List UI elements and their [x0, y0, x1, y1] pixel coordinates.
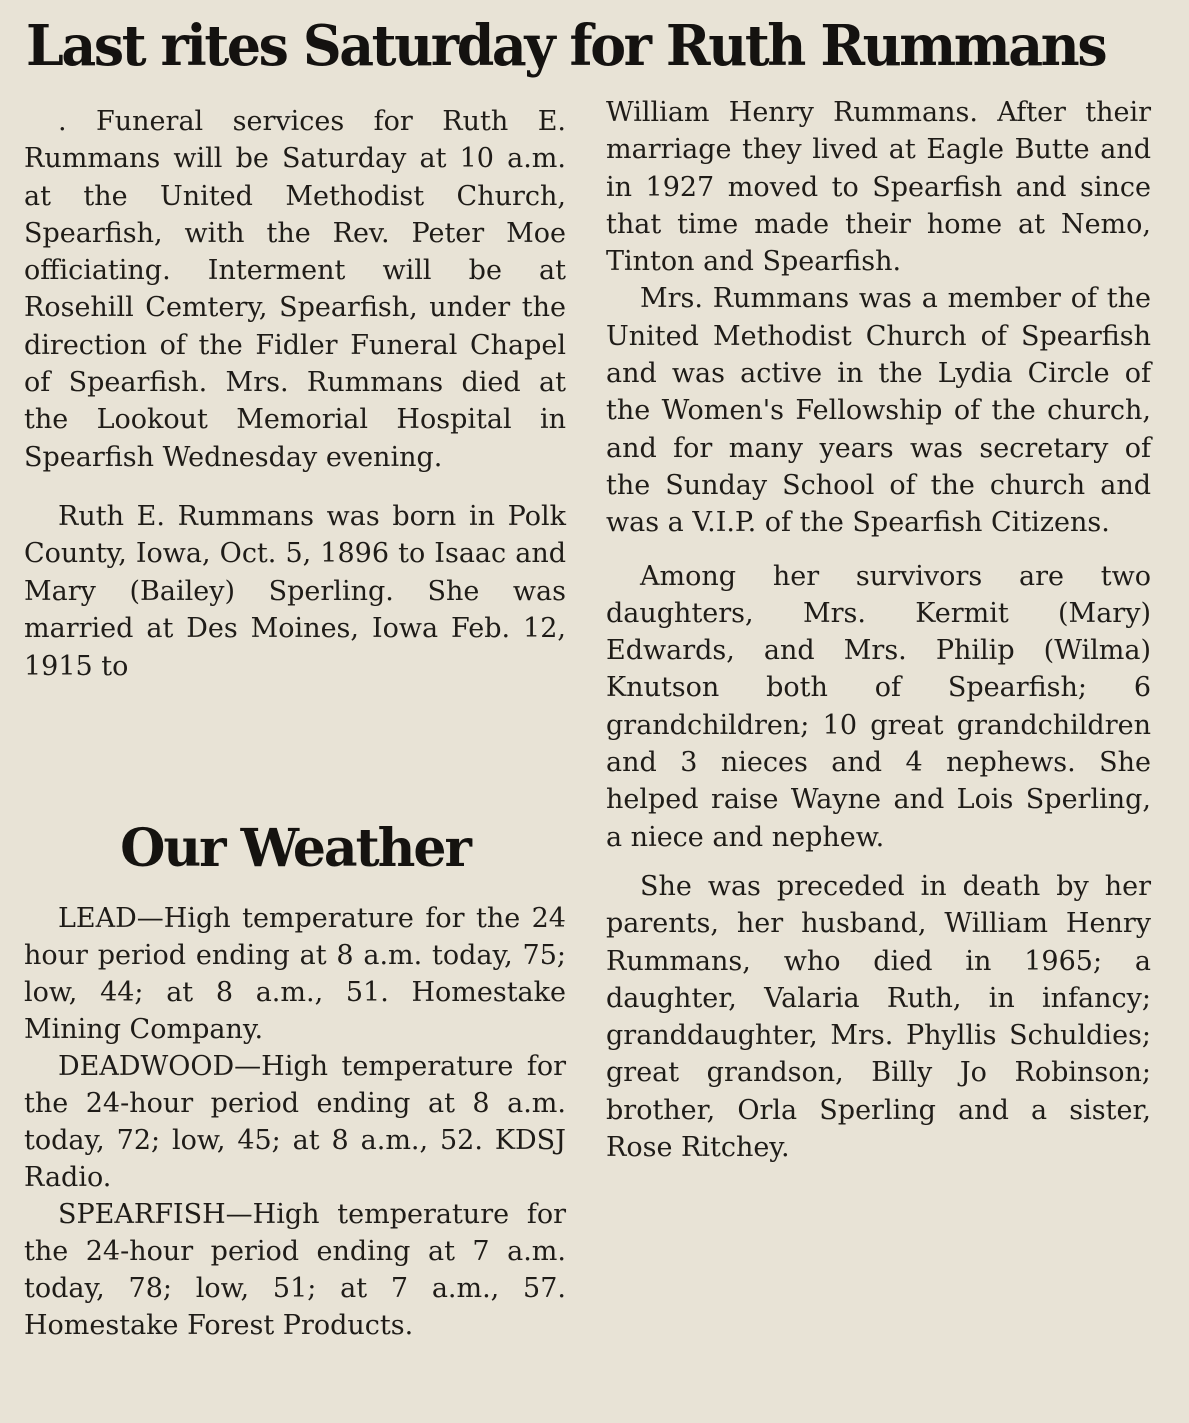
obituary-paragraph: Ruth E. Rummans was born in Polk County, Iowa, Oct. 5, 1896 to Isaac and Mary (Bailey) Sperling. She was married at Des Moines, Iowa Feb. 12, 1915 to	[24, 500, 566, 682]
weather-report-deadwood: DEADWOOD—High temperature for the 24-hour period ending at 8 a.m. today, 72; low, 45; at 8 a.m., 52. KDSJ Radio.	[24, 1051, 566, 1193]
obituary-paragraph: Mrs. Rummans was a member of the United Methodist Church of Spearfish and was active in the Lydia Circle of the Women's Fellowship of the church, and for many years was secretary of the Sunday School of the church and was a V.I.P. of the Spearfish Citizens.	[606, 283, 1151, 539]
obituary-paragraph: . Funeral services for Ruth E. Rummans will be Saturday at 10 a.m. at the United Methodist Church, Spearfish, with the Rev. Peter Moe officiating. Interment will be at Rosehill Cemtery, Spearfish, under the direction of the Fidler Funeral Chapel of Spearfish. Mrs. Rummans died at the Lookout Memorial Hospital in Spearfish Wednesday evening.	[24, 106, 566, 473]
weather-title: Our Weather	[120, 818, 470, 879]
headline: Last rites Saturday for Ruth Rummans	[26, 13, 1106, 79]
obituary-column-left	[24, 103, 566, 685]
obituary-paragraph: Among her survivors are two daughters, Mrs. Kermit (Mary) Edwards, and Mrs. Philip (Wilma) Knutson both of Spearfish; 6 grandchildren; 10 great grandchildren and 3 nieces and 4 nephews. She helped raise Wayne and Lois Sperling, a niece and nephew.	[606, 560, 1151, 853]
weather-report-lead: LEAD—High temperature for the 24 hour period ending at 8 a.m. today, 75; low, 44; at 8 a.m., 51. Homestake Mining Company.	[24, 903, 566, 1045]
obituary-paragraph: William Henry Rummans. After their marriage they lived at Eagle Butte and in 1927 moved to Spearfish and since that time made their home at Nemo, Tinton and Spearfish.	[606, 97, 1151, 278]
weather-column	[24, 900, 566, 1344]
obituary-paragraph: She was preceded in death by her parents, her husband, William Henry Rummans, who died in 1965; a daughter, Valaria Ruth, in infancy; granddaughter, Mrs. Phyllis Schuldies; great grandson, Billy Jo Robinson; brother, Orla Sperling and a sister, Rose Ritchey.	[606, 870, 1151, 1164]
obituary-column-right	[606, 94, 1151, 1166]
weather-report-spearfish: SPEARFISH—High temperature for the 24-hour period ending at 7 a.m. today, 78; low, 51; at 7 a.m., 57. Homestake Forest Products.	[24, 1199, 566, 1341]
